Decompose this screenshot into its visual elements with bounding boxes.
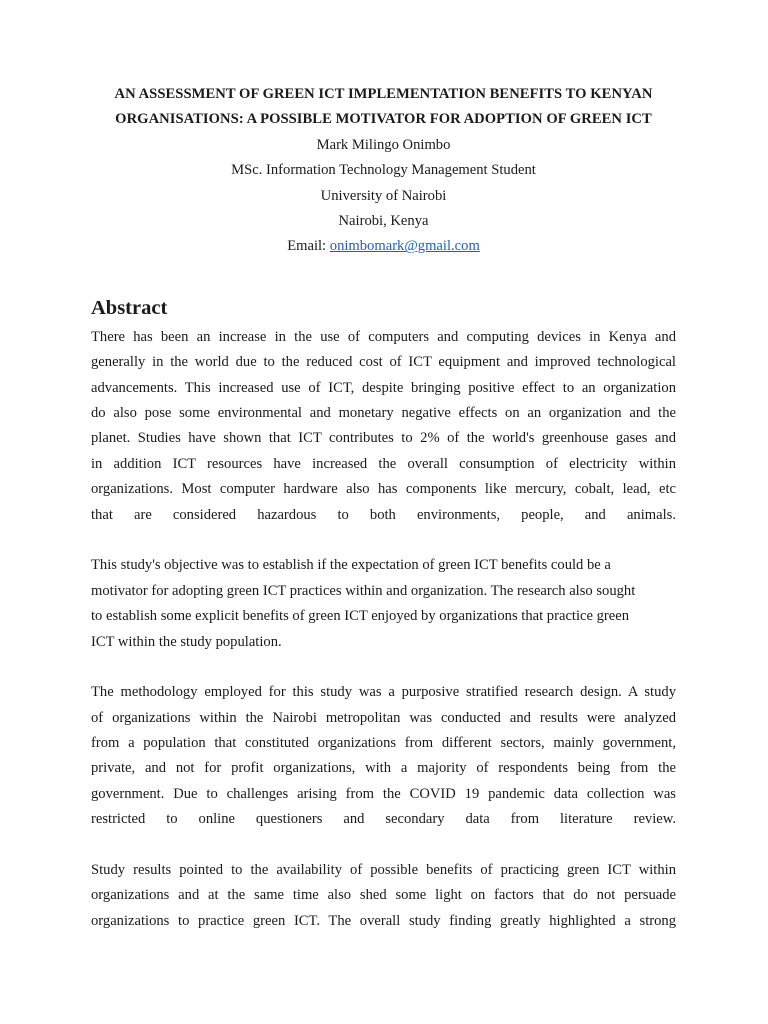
text-line: Study results pointed to the availability of possible benefits of practicing green ICT within: [91, 862, 676, 879]
text-line: that are considered hazardous to both environments, people, and animals.: [91, 506, 676, 523]
text-line: private, and not for profit organizations, with a majority of respondents being from the: [91, 760, 676, 777]
paper-title: [91, 82, 676, 133]
text-line: organizations and at the same time also shed some light on factors that do not persuade: [91, 887, 676, 904]
text-line: The methodology employed for this study was a purposive stratified research design. A study: [91, 684, 676, 701]
email-link[interactable]: onimbomark@gmail.com: [329, 238, 480, 255]
author-role: MSc. Information Technology Management Student: [231, 162, 536, 179]
author-university: University of Nairobi: [320, 187, 447, 204]
author-email-line: [91, 234, 676, 259]
title-line-2: ORGANISATIONS: A POSSIBLE MOTIVATOR FOR ADOPTION OF GREEN ICT: [115, 111, 652, 128]
abstract-heading: Abstract: [91, 296, 168, 319]
author-block: [91, 133, 676, 260]
text-line: There has been an increase in the use of computers and computing devices in Kenya and: [91, 328, 676, 345]
title-line-1: AN ASSESSMENT OF GREEN ICT IMPLEMENTATION BENEFITS TO KENYAN: [114, 86, 653, 102]
email-label: Email:: [287, 238, 330, 255]
abstract-paragraph-1: [91, 325, 676, 528]
text-line: in addition ICT resources have increased the overall consumption of electricity within: [91, 455, 676, 472]
text-line: restricted to online questioners and secondary data from literature review.: [91, 811, 676, 828]
text-line: from a population that constituted organizations from different sectors, mainly government,: [91, 735, 676, 752]
abstract-paragraph-2: [91, 553, 676, 655]
abstract-paragraph-3: [91, 680, 676, 832]
author-location: Nairobi, Kenya: [338, 213, 429, 230]
text-line: This study's objective was to establish if the expectation of green ICT benefits could be a: [91, 557, 611, 574]
abstract-paragraph-4: [91, 858, 676, 934]
text-line: organizations to practice green ICT. The overall study finding greatly highlighted a strong: [91, 912, 676, 929]
text-line: motivator for adopting green ICT practices within and organization. The research also sought: [91, 582, 636, 599]
text-line: do also pose some environmental and monetary negative effects on an organization and the: [91, 405, 676, 422]
text-line: government. Due to challenges arising from the COVID 19 pandemic data collection was: [91, 785, 676, 802]
text-line: generally in the world due to the reduced cost of ICT equipment and improved technological: [91, 354, 676, 371]
text-line: of organizations within the Nairobi metropolitan was conducted and results were analyzed: [91, 709, 676, 726]
text-line: to establish some explicit benefits of green ICT enjoyed by organizations that practice green: [91, 608, 630, 625]
text-line: advancements. This increased use of ICT, despite bringing positive effect to an organization: [91, 379, 676, 396]
author-name: Mark Milingo Onimbo: [316, 136, 451, 153]
text-line: organizations. Most computer hardware also has components like mercury, cobalt, lead, etc: [91, 481, 676, 498]
paper-page: [91, 82, 676, 934]
text-line: planet. Studies have shown that ICT contributes to 2% of the world's greenhouse gases and: [91, 430, 676, 447]
text-line: ICT within the study population.: [91, 633, 282, 650]
